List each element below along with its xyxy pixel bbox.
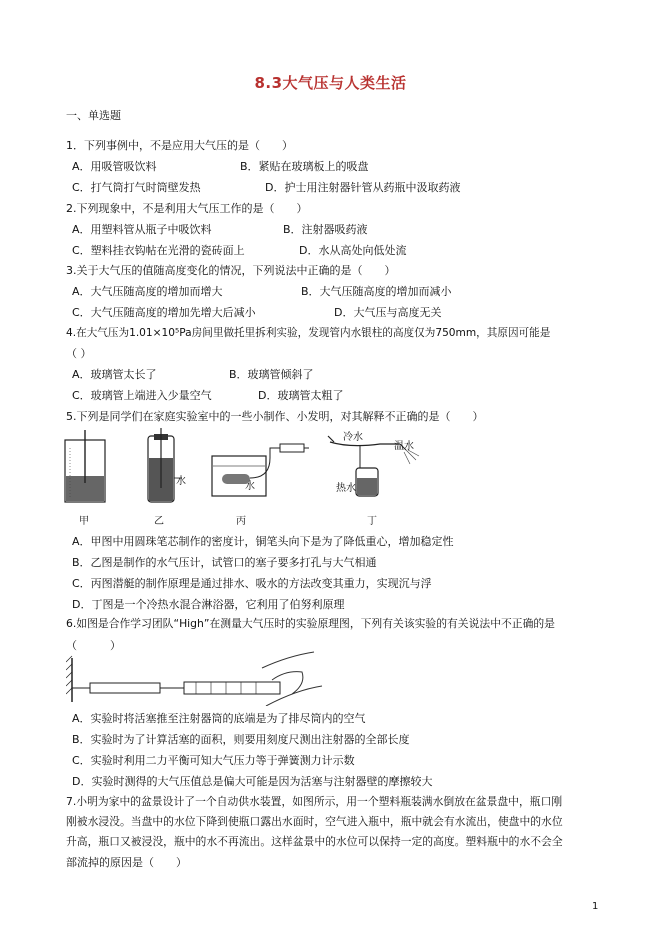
figure-bing-submarine — [210, 438, 310, 498]
q1-option-c: C．打气筒打气时筒壁发热 — [72, 181, 201, 194]
question-5-stem: 5.下列是同学们在家庭实验室中的一些小制作、小发明，对其解释不正确的是（ ） — [66, 410, 484, 423]
question-7-line2: 刚被水浸没。当盘中的水位下降到使瓶口露出水面时，空气进入瓶中，瓶中就会有水流出，使盘中的水位 — [66, 815, 563, 828]
figure-jia-hydrometer — [62, 428, 108, 506]
q3-option-b: B．大气压随高度的增加而减小 — [301, 285, 452, 298]
q1-option-a: A．用吸管吸饮料 — [72, 160, 157, 173]
figure-ding-cold-water-label: 冷水 — [343, 432, 363, 443]
figure-label-bing: 丙 — [236, 516, 246, 527]
figure-ding-hot-water-label: 热水 — [336, 483, 356, 494]
q4-option-c: C．玻璃管上端进入少量空气 — [72, 389, 212, 402]
question-4-stem-line1: 4.在大气压为1.01×10⁵Pa房间里做托里拆利实验，发现管内水银柱的高度仅为750mm，其原因可能是 — [66, 327, 551, 339]
q3-option-c: C．大气压随高度的增加先增大后减小 — [72, 306, 256, 319]
question-4-stem-line2: （ ） — [66, 347, 92, 360]
figure-yi-water-barometer — [140, 428, 190, 506]
question-2-stem: 2.下列现象中，不是利用大气压工作的是（ ） — [66, 202, 308, 215]
question-3-stem: 3.关于大气压的值随高度变化的情况，下列说法中正确的是（ ） — [66, 264, 396, 277]
question-6-stem-line1: 6.如图是合作学习团队“High”在测量大气压时的实验原理图，下列有关该实验的有关说法中不正确的是 — [66, 617, 555, 630]
q6-option-b: B．实验时为了计算活塞的面积，则要用刻度尺测出注射器的全部长度 — [72, 733, 410, 746]
q3-option-a: A．大气压随高度的增加而增大 — [72, 285, 223, 298]
question-7-line4: 部流掉的原因是（ ） — [66, 856, 187, 869]
figure-syringe-experiment — [66, 650, 326, 706]
q4-option-b: B．玻璃管倾斜了 — [229, 368, 314, 381]
question-7-line1: 7.小明为家中的盆景设计了一个自动供水装置，如图所示，用一个塑料瓶装满水倒放在盆景盘中，瓶口刚 — [66, 795, 563, 808]
q5-option-d: D．丁图是一个冷热水混合淋浴器，它利用了伯努利原理 — [72, 598, 345, 611]
q5-option-c: C．丙图潜艇的制作原理是通过排水、吸水的方法改变其重力，实现沉与浮 — [72, 577, 432, 590]
figure-label-ding: 丁 — [367, 516, 377, 527]
figure-bing-water-label: 水 — [245, 481, 255, 492]
section-heading: 一、单选题 — [66, 109, 121, 122]
figure-ding-warm-water-label: 温水 — [394, 441, 414, 452]
q1-option-b: B．紧贴在玻璃板上的吸盘 — [240, 160, 369, 173]
figure-label-yi: 乙 — [154, 516, 164, 527]
question-6-stem-line2: （ ） — [66, 639, 121, 652]
q5-option-b: B．乙图是制作的水气压计，试管口的塞子要多打孔与大气相通 — [72, 556, 377, 569]
question-7-line3: 升高，瓶口又被浸没，瓶中的水不再流出。这样盆景中的水位可以保持一定的高度。塑料瓶中的水不会全 — [66, 835, 563, 848]
page-title: 8.3大气压与人类生活 — [254, 74, 407, 92]
question-1-stem: 1．下列事例中，不是应用大气压的是（ ） — [66, 139, 293, 152]
q6-option-c: C．实验时利用二力平衡可知大气压力等于弹簧测力计示数 — [72, 754, 355, 767]
q5-option-a: A．甲图中用圆珠笔芯制作的密度计，铜笔头向下是为了降低重心，增加稳定性 — [72, 535, 454, 548]
q2-option-a: A．用塑料管从瓶子中吸饮料 — [72, 223, 212, 236]
figure-yi-water-label: 水 — [176, 476, 186, 487]
q4-option-d: D．玻璃管太粗了 — [258, 389, 344, 402]
q1-option-d: D．护士用注射器针管从药瓶中汲取药液 — [265, 181, 461, 194]
figure-label-jia: 甲 — [79, 516, 89, 527]
q2-option-c: C．塑料挂衣钩帖在光滑的瓷砖面上 — [72, 244, 245, 257]
q2-option-d: D．水从高处向低处流 — [299, 244, 407, 257]
q6-option-d: D．实验时测得的大气压值总是偏大可能是因为活塞与注射器壁的摩擦较大 — [72, 775, 433, 788]
q4-option-a: A．玻璃管太长了 — [72, 368, 157, 381]
q2-option-b: B．注射器吸药液 — [283, 223, 368, 236]
q6-option-a: A．实验时将活塞推至注射器筒的底端是为了排尽筒内的空气 — [72, 712, 366, 725]
page-number: 1 — [592, 901, 599, 912]
q3-option-d: D．大气压与高度无关 — [334, 306, 442, 319]
